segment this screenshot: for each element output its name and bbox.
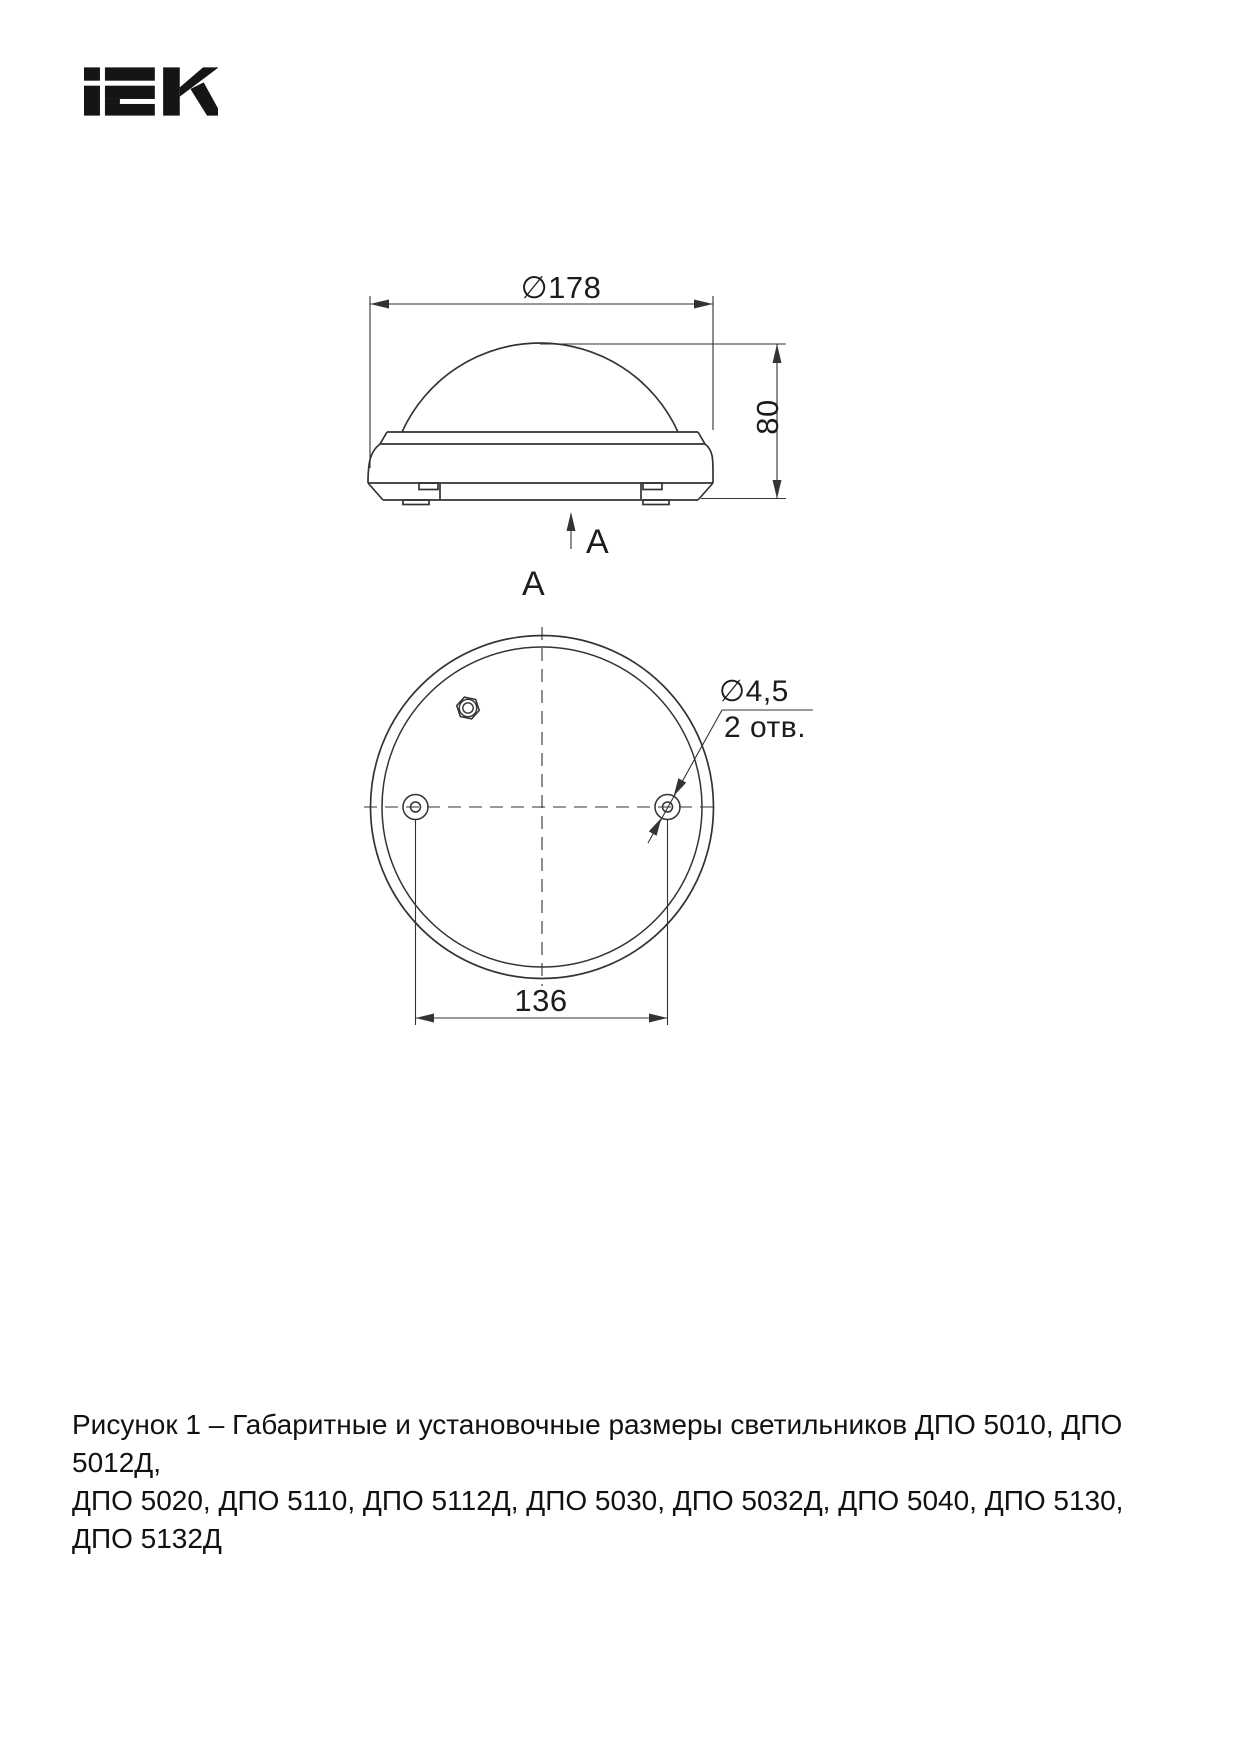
hole-diameter-label: ∅4,5 [719, 675, 789, 708]
dim178-arrow-left [370, 300, 389, 309]
latch-right [643, 483, 662, 490]
dome-arc [402, 343, 678, 432]
side-view-dimensions [370, 296, 786, 549]
bottom-view-body [364, 627, 720, 986]
dim136-arrow-left [416, 1014, 435, 1023]
hole-leader-arrow-lower [649, 818, 662, 836]
latch-ticks [440, 483, 641, 499]
section-view-label: A [522, 565, 545, 603]
figure-caption [72, 1406, 1192, 1558]
view-arrow-head [567, 512, 576, 531]
hole-spacing-dimension: 136 [514, 983, 568, 1018]
hole-leader-arrow-upper [674, 778, 687, 796]
hex-nut-inner-circle [463, 703, 473, 713]
side-view-diameter-dimension: ∅178 [520, 270, 602, 305]
dim136-arrow-right [649, 1014, 668, 1023]
foot-right [643, 500, 669, 505]
hole-count-label: 2 отв. [724, 711, 807, 744]
side-view-body [368, 343, 713, 504]
bottom-view-dimensions [416, 710, 814, 1025]
dim80-arrow-bottom [773, 480, 782, 499]
dim80-arrow-top [773, 344, 782, 363]
foot-left [403, 500, 429, 505]
latch-left [419, 483, 438, 490]
view-direction-label: A [586, 523, 609, 561]
base-right-edge [705, 444, 713, 483]
rim-bevels [380, 432, 705, 444]
figure-caption-line: ДПО 5132Д [72, 1523, 222, 1554]
figure-caption-line: Рисунок 1 – Габаритные и установочные размеры светильников ДПО 5010, ДПО 5012Д, [72, 1409, 1123, 1478]
hex-nut [457, 697, 479, 719]
dim178-arrow-right [694, 300, 713, 309]
side-view-height-dimension: 80 [750, 399, 785, 435]
side-view-arrowheads [370, 300, 785, 532]
hex-nut-outer-circle [459, 699, 476, 716]
figure-caption-line: ДПО 5020, ДПО 5110, ДПО 5112Д, ДПО 5030, ДПО 5032Д, ДПО 5040, ДПО 5130, [72, 1485, 1124, 1516]
